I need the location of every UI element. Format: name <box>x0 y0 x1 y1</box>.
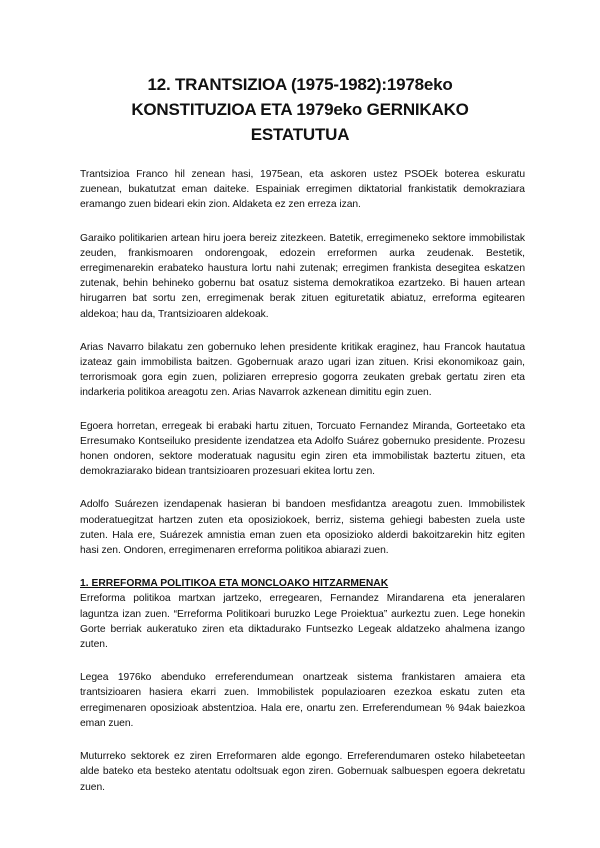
title-line-3: ESTATUTUA <box>250 125 350 144</box>
paragraph-referendum: Legea 1976ko abenduko erreferendumean onartzeak sistema frankistaren amaiera eta trantsizioaren hasiera ekarri zuen. Immobilistek populazioaren ezezkoa eskatu zuten eta erregimenaren oposizioak abstentzioa. Hala ere, onartu zen. Erreferendumean % 94ak baiezkoa eman zuen. <box>80 672 525 729</box>
paragraph-king-decisions: Egoera horretan, erregeak bi erabaki hartu zituen, Torcuato Fernandez Miranda, Gorteetako eta Erresumako Kontseiluko presidente izendatzea eta Adolfo Suárez gobernuko presidente. Prozesu honen ondoren, sektore moderatuak nagusitu egin ziren eta immobilistak baztertu zituen, eta demokraziarako bidean trantsizioaren prozesuari ekitea lortu zen. <box>80 420 525 478</box>
title-line-2: KONSTITUZIOA ETA 1979eko GERNIKAKO <box>131 100 469 119</box>
paragraph-arias-navarro: Arias Navarro bilakatu zen gobernuko lehen presidente kritikak eraginez, hau Francok hautatua izateaz gain immobilista baitzen. Ggobernuak arazo ugari izan zituen. Krisi ekonomikoaz gain, terrorismoak gora egin zuen, poliziaren errepresio gogorra zeukaten grebak gertatu ziren eta indarkeria politikoa areagotu zen. Arias Navarrok azkenean dimititu egin zuen. <box>80 341 525 399</box>
paragraph-extreme-sectors: Muturreko sektorek ez ziren Erreformaren alde egongo. Erreferendumaren osteko hilabeteetan alde bateko eta besteko atentatu odoltsuak egon ziren. Gobernuak salbuespen egoera dekretatu zuen. <box>80 751 525 793</box>
document-body <box>80 167 525 813</box>
title-line-1: 12. TRANTSIZIOA (1975-1982):1978eko <box>147 75 453 94</box>
paragraph-reform-law: Erreforma politikoa martxan jartzeko, erregearen, Fernandez Mirandarena eta jeneralaren laguntza izan zuen. “Erreforma Politikoari buruzko Lege Proiektua” aurkeztu zuen. Lege honekin Gorte berriak aukeratuko ziren eta diktadurako Funtsezko Legeak aldatzeko ahalmena izango zuten. <box>80 593 525 651</box>
paragraph-tendencies: Garaiko politikarien artean hiru joera bereiz zitezkeen. Batetik, erregimeneko sektore immobilistak zeuden, frankismoaren ondorengoak, edozein erreformen aurka zeudenak. Bestetik, erregimenarekin erabateko haustura lortu nahi zutenak; erregimen frankista desegitea eskatzen zutenak, behin behineko gobernu bat osatuz sistema demokratikoa ezartzeko. Bi hauen artean hirugarren bat sortu zen, erregimenak berak zituen egituretatik abiatuz, erreforma egitearen aldekoa; hau da, Trantsizioaren aldekoak. <box>80 232 525 320</box>
paragraph-intro: Trantsizioa Franco hil zenean hasi, 1975ean, eta askoren ustez PSOEk boterea eskuratu zuenean, bukatutzat eman daiteke. Espainiak erregimen diktatorial frankistatik demokraziara eramango zuen bideari ekin zion. Aldaketa ez zen erreza izan. <box>80 169 525 211</box>
section-heading-reform: 1. ERREFORMA POLITIKOA ETA MONCLOAKO HITZARMENAK <box>80 578 389 590</box>
page-title <box>80 72 520 147</box>
paragraph-suarez: Adolfo Suárezen izendapenak hasieran bi bandoen mesfidantza areagotu zuen. Immobilistek moderatuegitzat hartzen zuten eta oposiziokoek, berriz, sistema gehiegi babesten zuela uste zuten. Hala ere, Suárezek amnistia eman zuen eta oposizioko alderdi bakoitzarekin hitz egiten hasi zen. Ondoren, erregimenaren erreforma politikoa abiarazi zuen. <box>80 499 525 557</box>
